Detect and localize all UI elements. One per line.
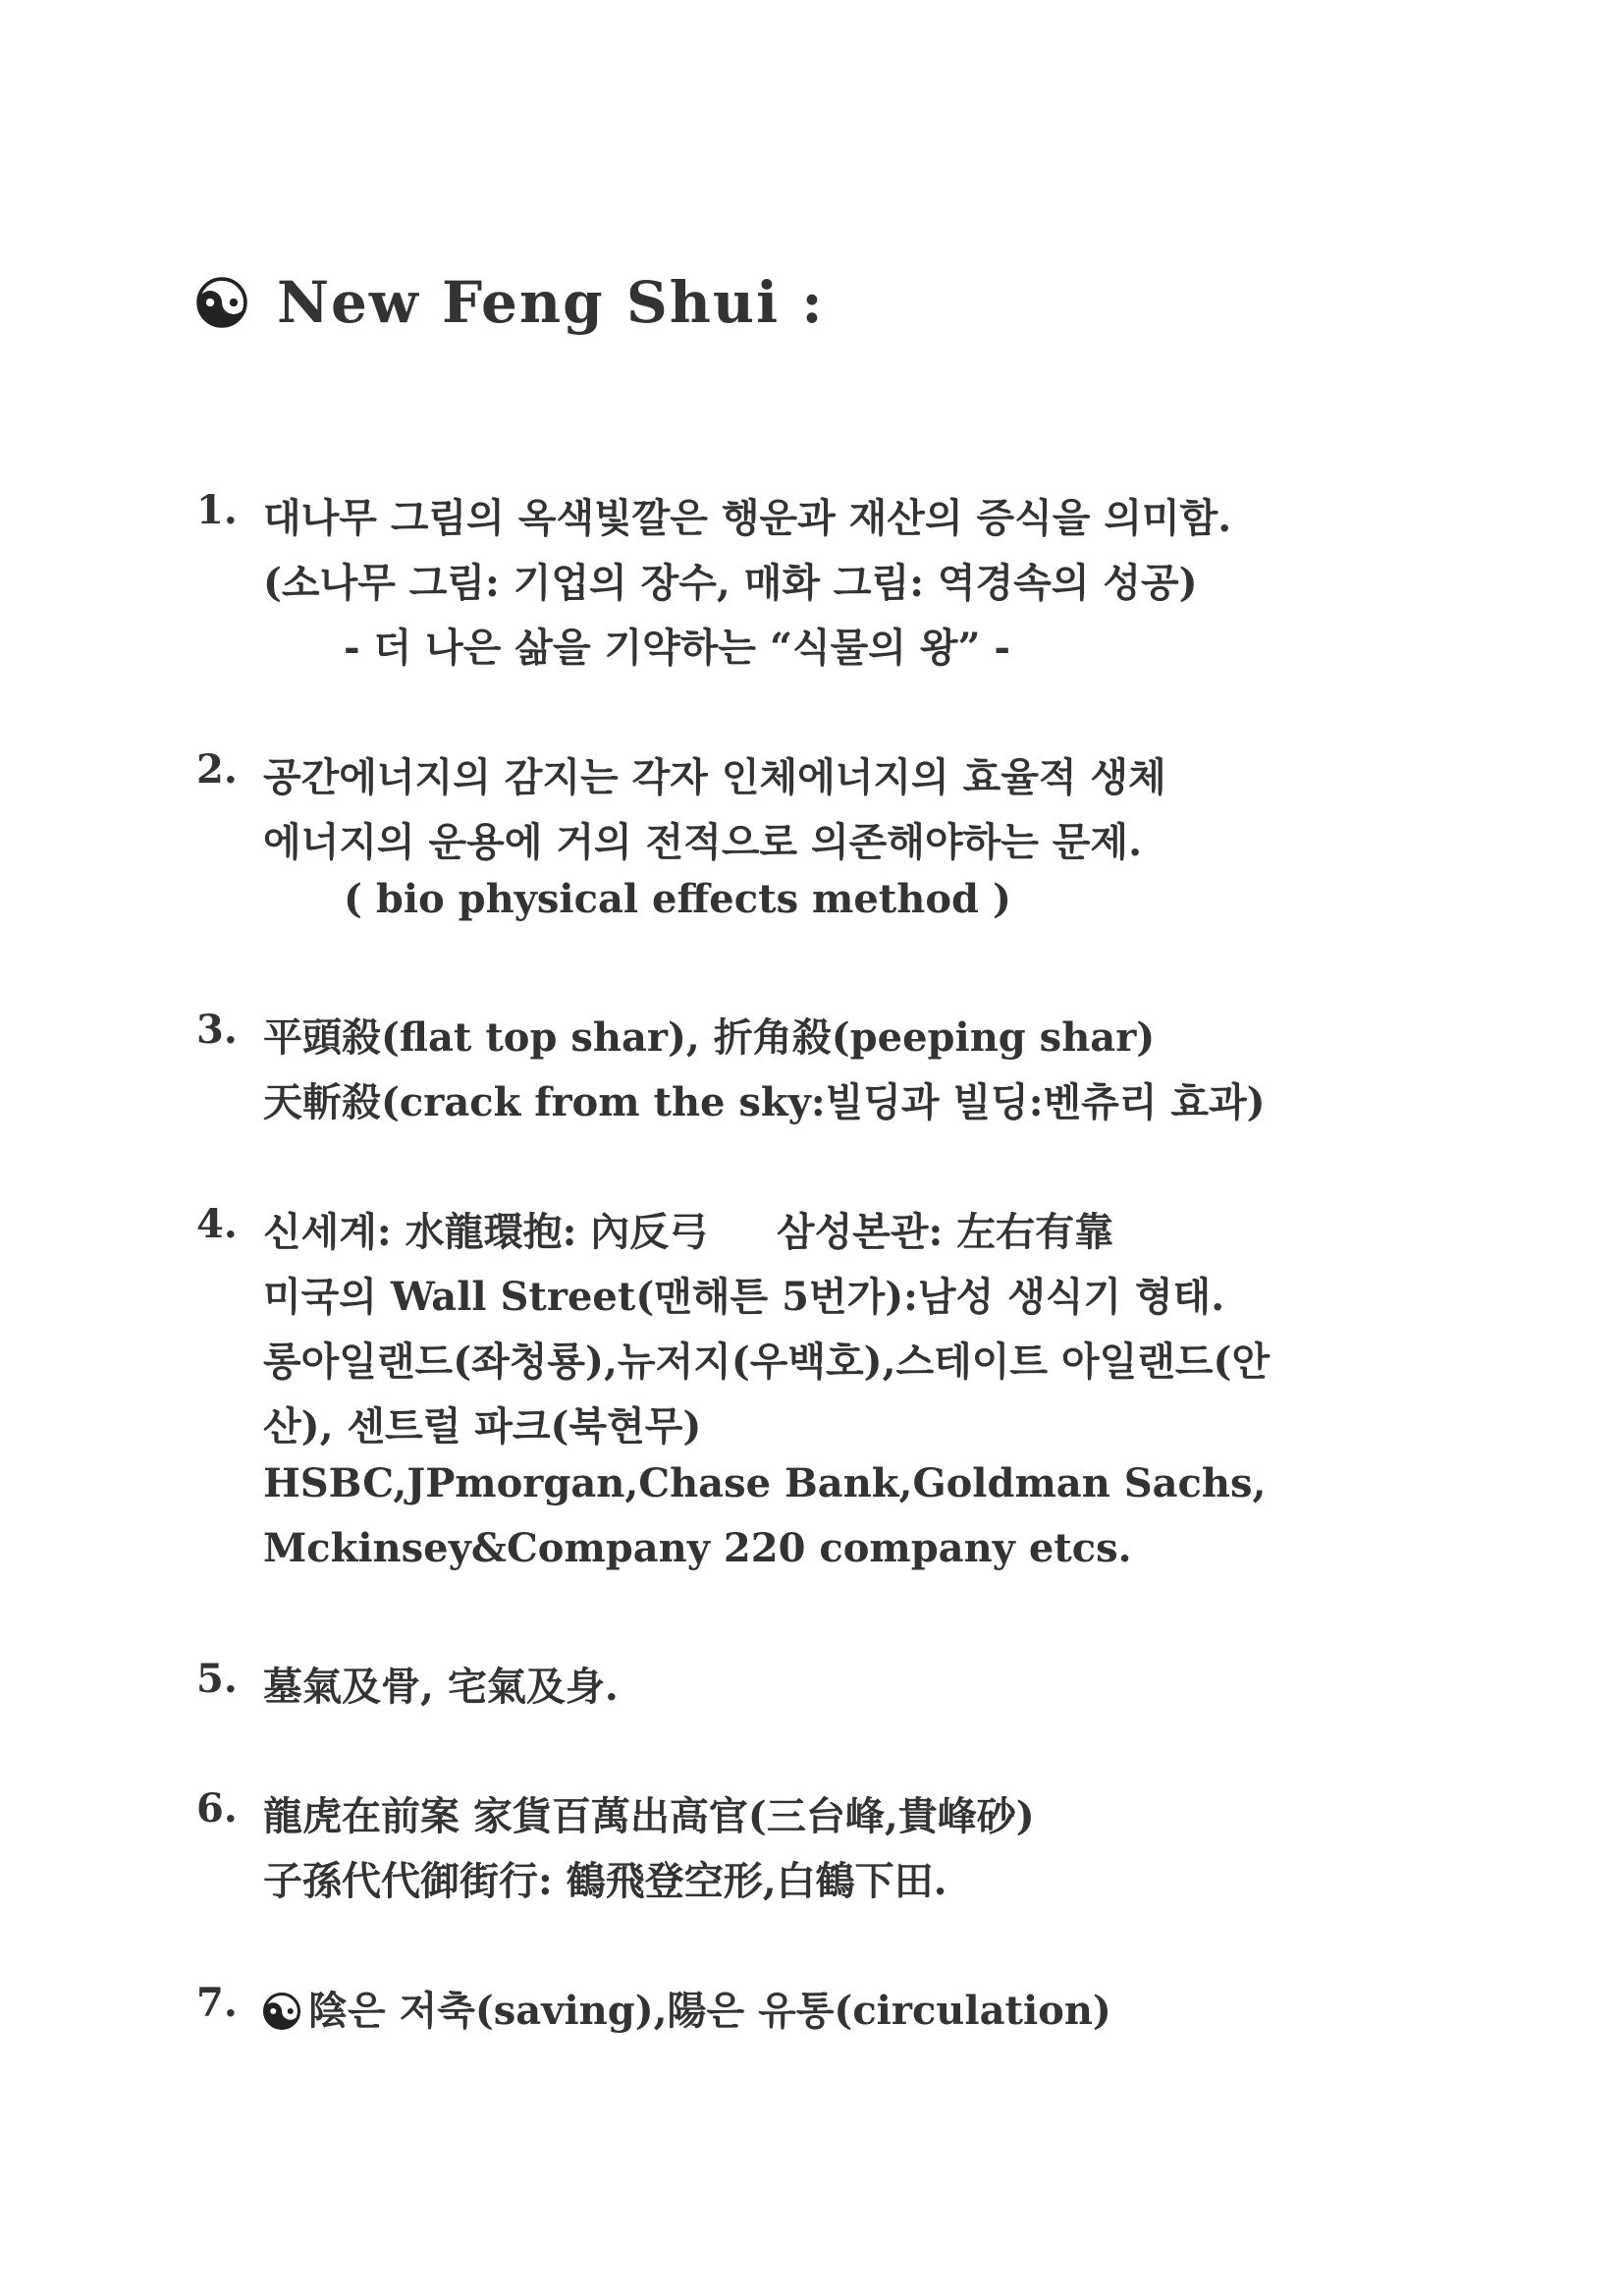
item-line: 롱아일랜드(좌청룡),뉴저지(우백호),스테이트 아일랜드(안 [263, 1339, 1271, 1385]
item-line: 대나무 그림의 옥색빛깔은 행운과 재산의 증식을 의미함. [263, 495, 1232, 541]
item-line: 산), 센트럴 파크(북현무) [263, 1403, 702, 1449]
item-line: (소나무 그림: 기업의 장수, 매화 그림: 역경속의 성공) [263, 560, 1198, 606]
item-number: 6. [196, 1785, 238, 1831]
item-line: 陰은 저축(saving),陽은 유통(circulation) [308, 1988, 1111, 2034]
item-line: 子孫代代御街行: 鶴飛登空形,白鶴下田. [263, 1858, 947, 1904]
yin-yang-icon [196, 277, 247, 328]
item-number: 1. [196, 487, 238, 533]
item-line: 에너지의 운용에 거의 전적으로 의존해야하는 문제. [263, 819, 1142, 865]
yin-yang-icon [263, 1993, 300, 2030]
item-line: 미국의 Wall Street(맨해튼 5번가):남성 생식기 형태. [263, 1274, 1225, 1320]
item-line: 龍虎在前案 家貨百萬出高官(三台峰,貴峰砂) [263, 1793, 1035, 1839]
item-line: 天斬殺(crack from the sky:빌딩과 빌딩:벤츄리 효과) [263, 1079, 1266, 1125]
item-line: HSBC,JPmorgan,Chase Bank,Goldman Sachs, [263, 1460, 1267, 1506]
item-number: 7. [196, 1980, 238, 2026]
item-number: 4. [196, 1201, 238, 1247]
item-line: - 더 나은 삶을 기약하는 “식물의 왕” - [344, 625, 1011, 671]
item-number: 2. [196, 746, 238, 793]
title-text: New Feng Shui : [277, 269, 825, 336]
item-line: Mckinsey&Company 220 company etcs. [263, 1525, 1132, 1571]
item-line: 신세계: 水龍環抱: 內反弓 삼성본관: 左右有靠 [263, 1209, 1114, 1255]
item-line: 平頭殺(flat top shar), 折角殺(peeping shar) [263, 1014, 1156, 1061]
item-line: 공간에너지의 감지는 각자 인체에너지의 효율적 생체 [263, 754, 1166, 800]
item-number: 5. [196, 1656, 238, 1702]
item-line: 墓氣及骨, 宅氣及身. [263, 1664, 619, 1710]
item-number: 3. [196, 1007, 238, 1053]
item-line-with-icon [263, 1980, 1111, 2036]
page-title [196, 263, 825, 342]
item-line: ( bio physical effects method ) [344, 876, 1011, 922]
